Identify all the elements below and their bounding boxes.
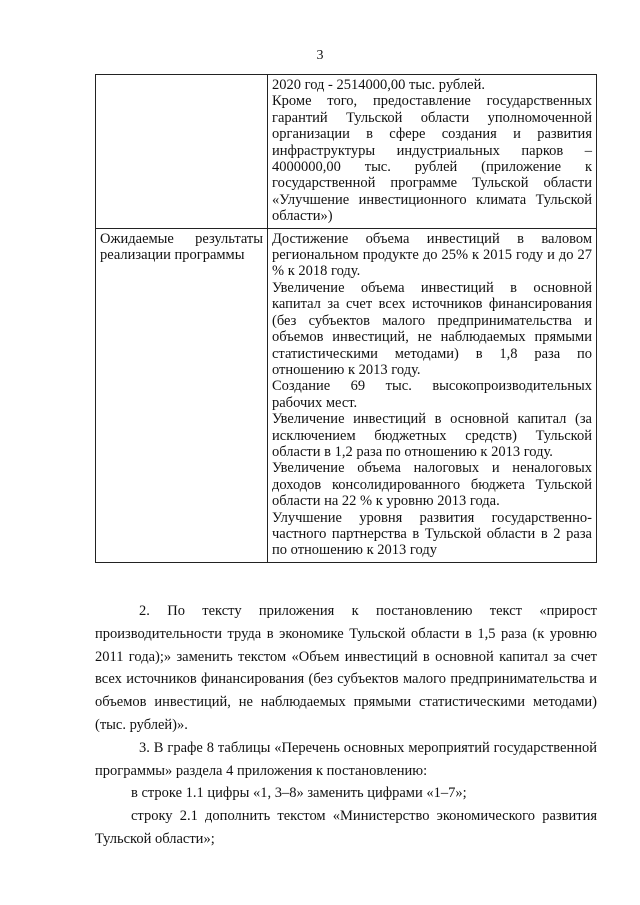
row-label-cell — [96, 75, 268, 229]
cell-paragraph: Кроме того, предоставление государственных гарантий Тульской области уполномоченной организации в сфере создания и развития инфраструктуры индустриальных парков – 4000000,00 тыс. рублей (приложение к государственной программе Тульской области «Улучшение инвестиционного климата Тульской области») — [272, 93, 592, 225]
cell-paragraph: Достижение объема инвестиций в валовом региональном продукте до 25% к 2015 году и до 27 % к 2018 году. — [272, 230, 592, 280]
body-paragraph: строку 2.1 дополнить текстом «Министерство экономического развития Тульской области»; — [95, 808, 597, 847]
body-paragraph: 2. По тексту приложения к постановлению текст «прирост производительности труда в экономике Тульской области в 1,5 раза (к уровню 2011 года);» заменить текстом «Объем инвестиций в основной капитал за счет всех источников финансирования (без субъектов малого предпринимательства и объемов инвестиций, не наблюдаемых прямыми статистическими методами) (тыс. рублей)». — [95, 603, 597, 733]
row-label-cell — [96, 228, 268, 562]
cell-paragraph: Улучшение уровня развития государственно-частного партнерства в Тульской области в 2 раза по отношению к 2013 году — [272, 509, 592, 559]
page-number: 3 — [316, 48, 324, 63]
table-row — [96, 75, 597, 229]
table-row — [96, 228, 597, 562]
cell-paragraph: 2020 год - 2514000,00 тыс. рублей. — [272, 77, 485, 93]
cell-paragraph: Создание 69 тыс. высокопроизводительных рабочих мест. — [272, 378, 592, 411]
row-content-cell — [268, 228, 597, 562]
cell-paragraph: Увеличение инвестиций в основной капитал (за исключением бюджетных средств) Тульской области в 1,2 раза по отношению к 2013 году. — [272, 411, 592, 460]
body-paragraph: 3. В графе 8 таблицы «Перечень основных мероприятий государственной программы» раздела 4 приложения к постановлению: — [95, 739, 597, 779]
program-passport-table — [95, 74, 597, 563]
row-label: Ожидаемые результаты реализации программы — [100, 230, 263, 264]
row-content-cell — [268, 75, 597, 229]
cell-paragraph: Увеличение объема инвестиций в основной капитал за счет всех источников финансирования (без субъектов малого предпринимательства и объемов инвестиций, не наблюдаемых прямыми статистическими методами) в 1,8 раза по отношению к 2013 году. — [272, 279, 592, 378]
body-paragraph: в строке 1.1 цифры «1, 3–8» заменить цифрами «1–7»; — [131, 785, 467, 802]
cell-paragraph: Увеличение объема налоговых и неналоговых доходов консолидированного бюджета Тульской области на 22 % к уровню 2013 года. — [272, 460, 592, 510]
amendment-text — [95, 600, 597, 851]
